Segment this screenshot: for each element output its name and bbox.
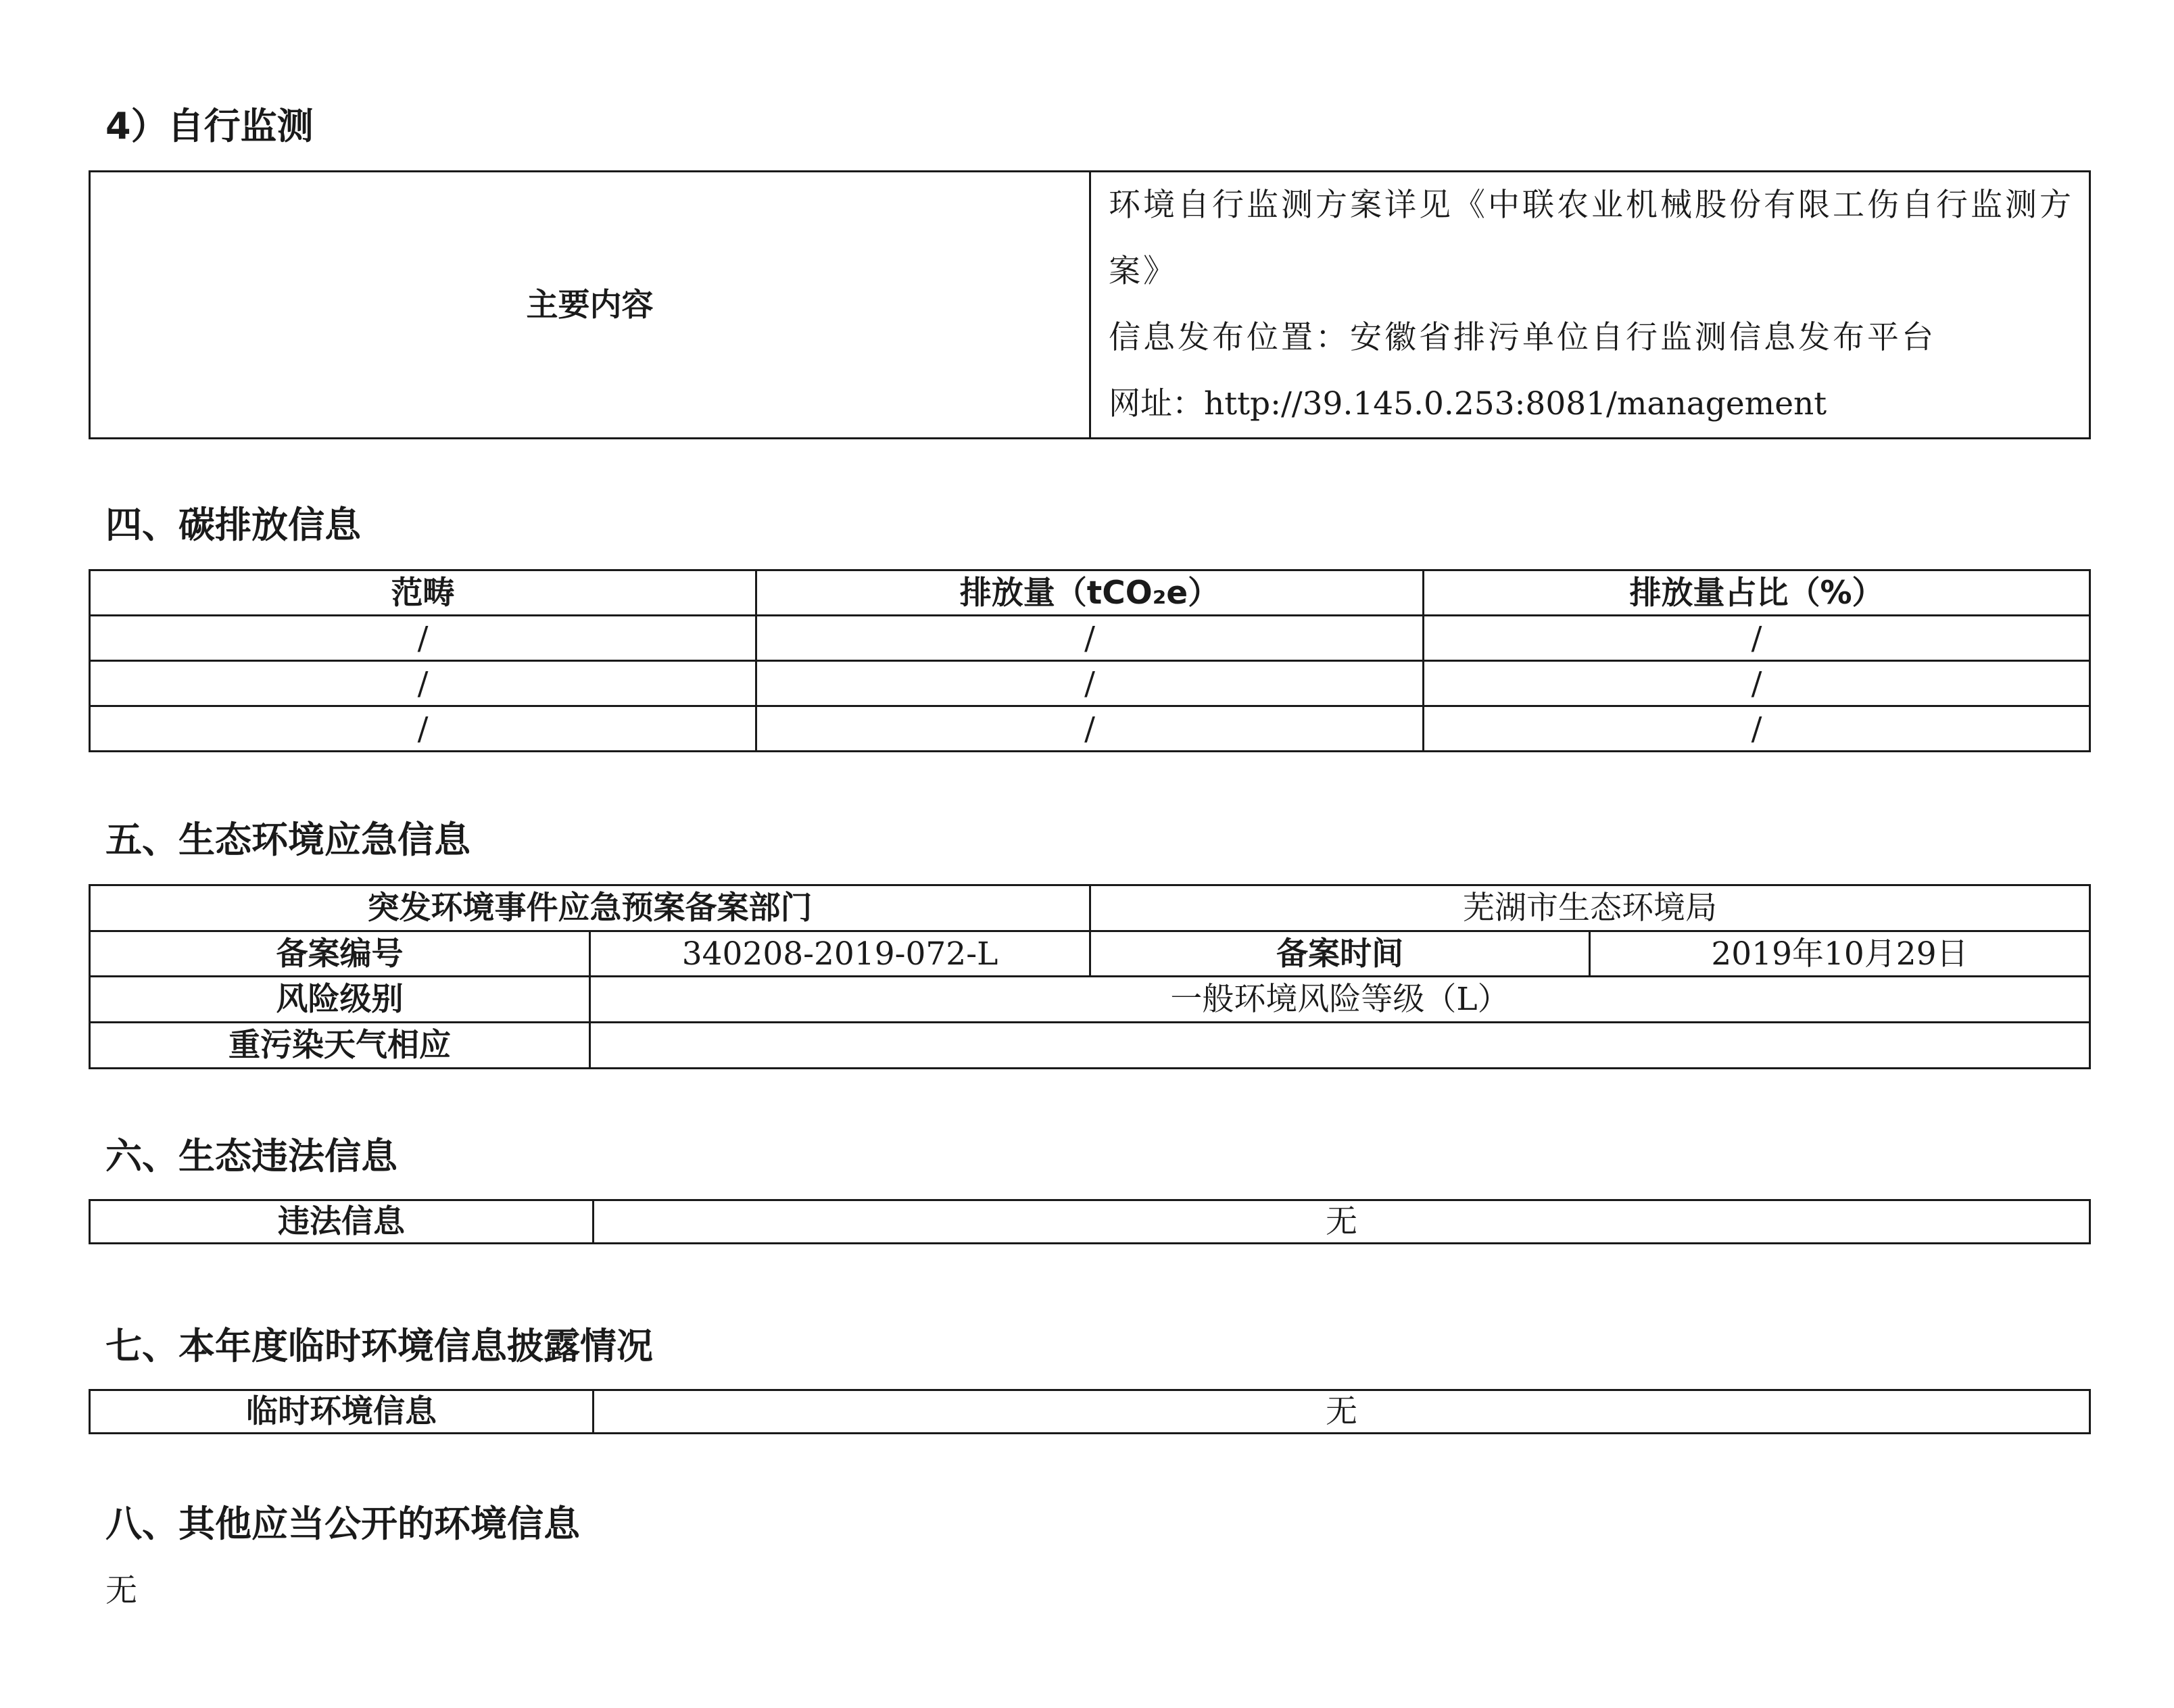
risk-level-label: 风险级别 [90,977,590,1023]
temporary-value: 无 [594,1390,2090,1434]
section-heading-emergency: 五、生态环境应急信息 [105,819,470,861]
record-time-value: 2019年10月29日 [1590,931,2090,977]
table-row [90,616,2090,661]
temporary-table [89,1389,2091,1434]
table-row [90,706,2090,752]
carbon-cell: / [1424,661,2090,706]
carbon-cell: / [756,661,1424,706]
violation-value: 无 [594,1200,2090,1244]
record-number-value: 340208-2019-072-L [590,931,1090,977]
main-content-line: 环境自行监测方案详见《中联农业机械股份有限工伤自行监测方 [1109,187,2074,224]
carbon-cell: / [756,616,1424,661]
section-heading-self-monitoring: 4）自行监测 [105,105,314,147]
main-content-url: 网址：http://39.145.0.253:8081/management [1109,385,1827,422]
main-content-label: 主要内容 [90,172,1090,439]
record-time-label: 备案时间 [1090,931,1590,977]
carbon-header-category: 范畴 [90,570,756,616]
section-heading-temporary: 七、本年度临时环境信息披露情况 [105,1325,653,1367]
dept-label: 突发环境事件应急预案备案部门 [90,885,1090,931]
heavy-pollution-value [590,1023,2090,1069]
temporary-label: 临时环境信息 [90,1390,594,1434]
section-heading-other: 八、其他应当公开的环境信息 [105,1503,580,1545]
other-info-text: 无 [105,1572,137,1609]
carbon-cell: / [90,706,756,752]
main-content-line: 案》 [1109,253,1178,290]
dept-value: 芜湖市生态环境局 [1090,885,2090,931]
carbon-cell: / [756,706,1424,752]
emergency-table [89,884,2091,1069]
carbon-cell: / [1424,706,2090,752]
violation-table [89,1199,2091,1244]
record-number-label: 备案编号 [90,931,590,977]
carbon-table [89,569,2091,752]
section-heading-violation: 六、生态违法信息 [105,1135,397,1177]
main-content-line: 信息发布位置：安徽省排污单位自行监测信息发布平台 [1109,319,1936,356]
heavy-pollution-label: 重污染天气相应 [90,1023,590,1069]
carbon-header-ratio: 排放量占比（%） [1424,570,2090,616]
carbon-cell: / [90,661,756,706]
table-row [90,661,2090,706]
carbon-header-amount: 排放量（tCO₂e） [756,570,1424,616]
carbon-cell: / [1424,616,2090,661]
risk-level-value: 一般环境风险等级（L） [590,977,2090,1023]
section-heading-carbon: 四、碳排放信息 [105,504,361,546]
carbon-cell: / [90,616,756,661]
main-content-cell [1090,172,2090,439]
violation-label: 违法信息 [90,1200,594,1244]
self-monitoring-table [89,170,2091,439]
